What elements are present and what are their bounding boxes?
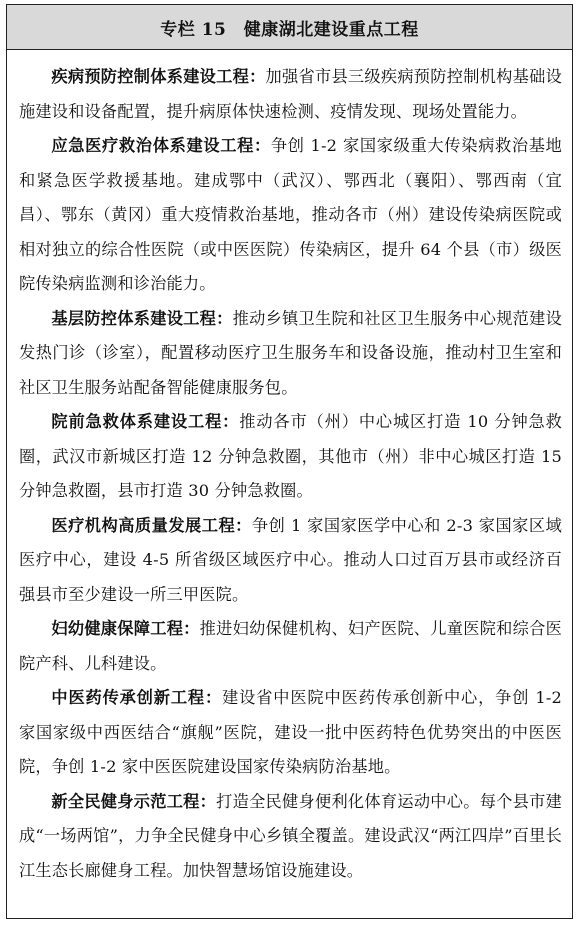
section-text: 推动各市（州）中心城区打造 10 分钟急救圈，武汉市新城区打造 12 分钟急救圈，其他市（州）非中心城区打造 15 分钟急救圈，县市打造 30 分钟急救圈。 (19, 412, 562, 500)
section-disease-control (19, 60, 562, 129)
section-medical-institutions (19, 509, 562, 613)
section-emergency-treatment (19, 129, 562, 302)
section-grassroots-control (19, 302, 562, 406)
section-lead: 疾病预防控制体系建设工程： (51, 67, 266, 86)
section-tcm-innovation (19, 681, 562, 785)
section-lead: 应急医疗救治体系建设工程： (51, 136, 271, 155)
section-text: 争创 1 家国家医学中心和 2-3 家国家区域医疗中心，建设 4-5 所省级区域医疗中心。推动人口过百万县市或经济百强县市至少建设一所三甲医院。 (19, 515, 562, 604)
section-text: 推进妇幼保健机构、妇产医院、儿童医院和综合医院产科、儿科建设。 (19, 619, 562, 673)
section-text: 加强省市县三级疾病预防控制机构基础设施建设和设备配置，提升病原体快速检测、疫情发现、现场处置能力。 (19, 67, 562, 121)
section-maternal-child-health (19, 612, 562, 681)
box-body (7, 50, 572, 888)
section-text: 打造全民健身便利化体育运动中心。每个县市建成“一场两馆”，力争全民健身中心乡镇全覆盖。建设武汉“两江四岸”百里长江生态长廊健身工程。加快智慧场馆设施建设。 (19, 791, 563, 880)
section-lead: 妇幼健康保障工程： (51, 619, 200, 638)
section-lead: 新全民健身示范工程： (51, 791, 217, 811)
section-text: 建设省中医院中医药传承创新中心，争创 1-2 家国家级中西医结合“旗舰”医院，建设一批中医药特色优势突出的中医医院，争创 1-2 家中医医院建设国家传染病防治基地。 (19, 688, 562, 776)
box-title: 专栏 15 健康湖北建设重点工程 (7, 5, 572, 50)
section-lead: 院前急救体系建设工程： (51, 412, 240, 431)
section-text: 推动乡镇卫生院和社区卫生服务中心规范建设发热门诊（诊室），配置移动医疗卫生服务车和设备设施，推动村卫生室和社区卫生服务站配备智能健康服务包。 (19, 308, 563, 397)
section-prehospital-first-aid (19, 405, 562, 509)
section-lead: 医疗机构高质量发展工程： (51, 515, 252, 535)
section-text: 争创 1-2 家国家级重大传染病救治基地和紧急医学救援基地。建成鄂中（武汉）、鄂西北（襄阳）、鄂西南（宜昌）、鄂东（黄冈）重大疫情救治基地，推动各市（州）建设传染病医院或相对独立的综合性医院（或中医医院）传染病区，提升 64 个县（市）级医院传染病监测和诊治能力。 (19, 136, 563, 293)
section-national-fitness (19, 785, 562, 889)
section-lead: 基层防控体系建设工程： (51, 308, 233, 328)
feature-box (6, 4, 573, 919)
section-lead: 中医药传承创新工程： (51, 688, 223, 707)
